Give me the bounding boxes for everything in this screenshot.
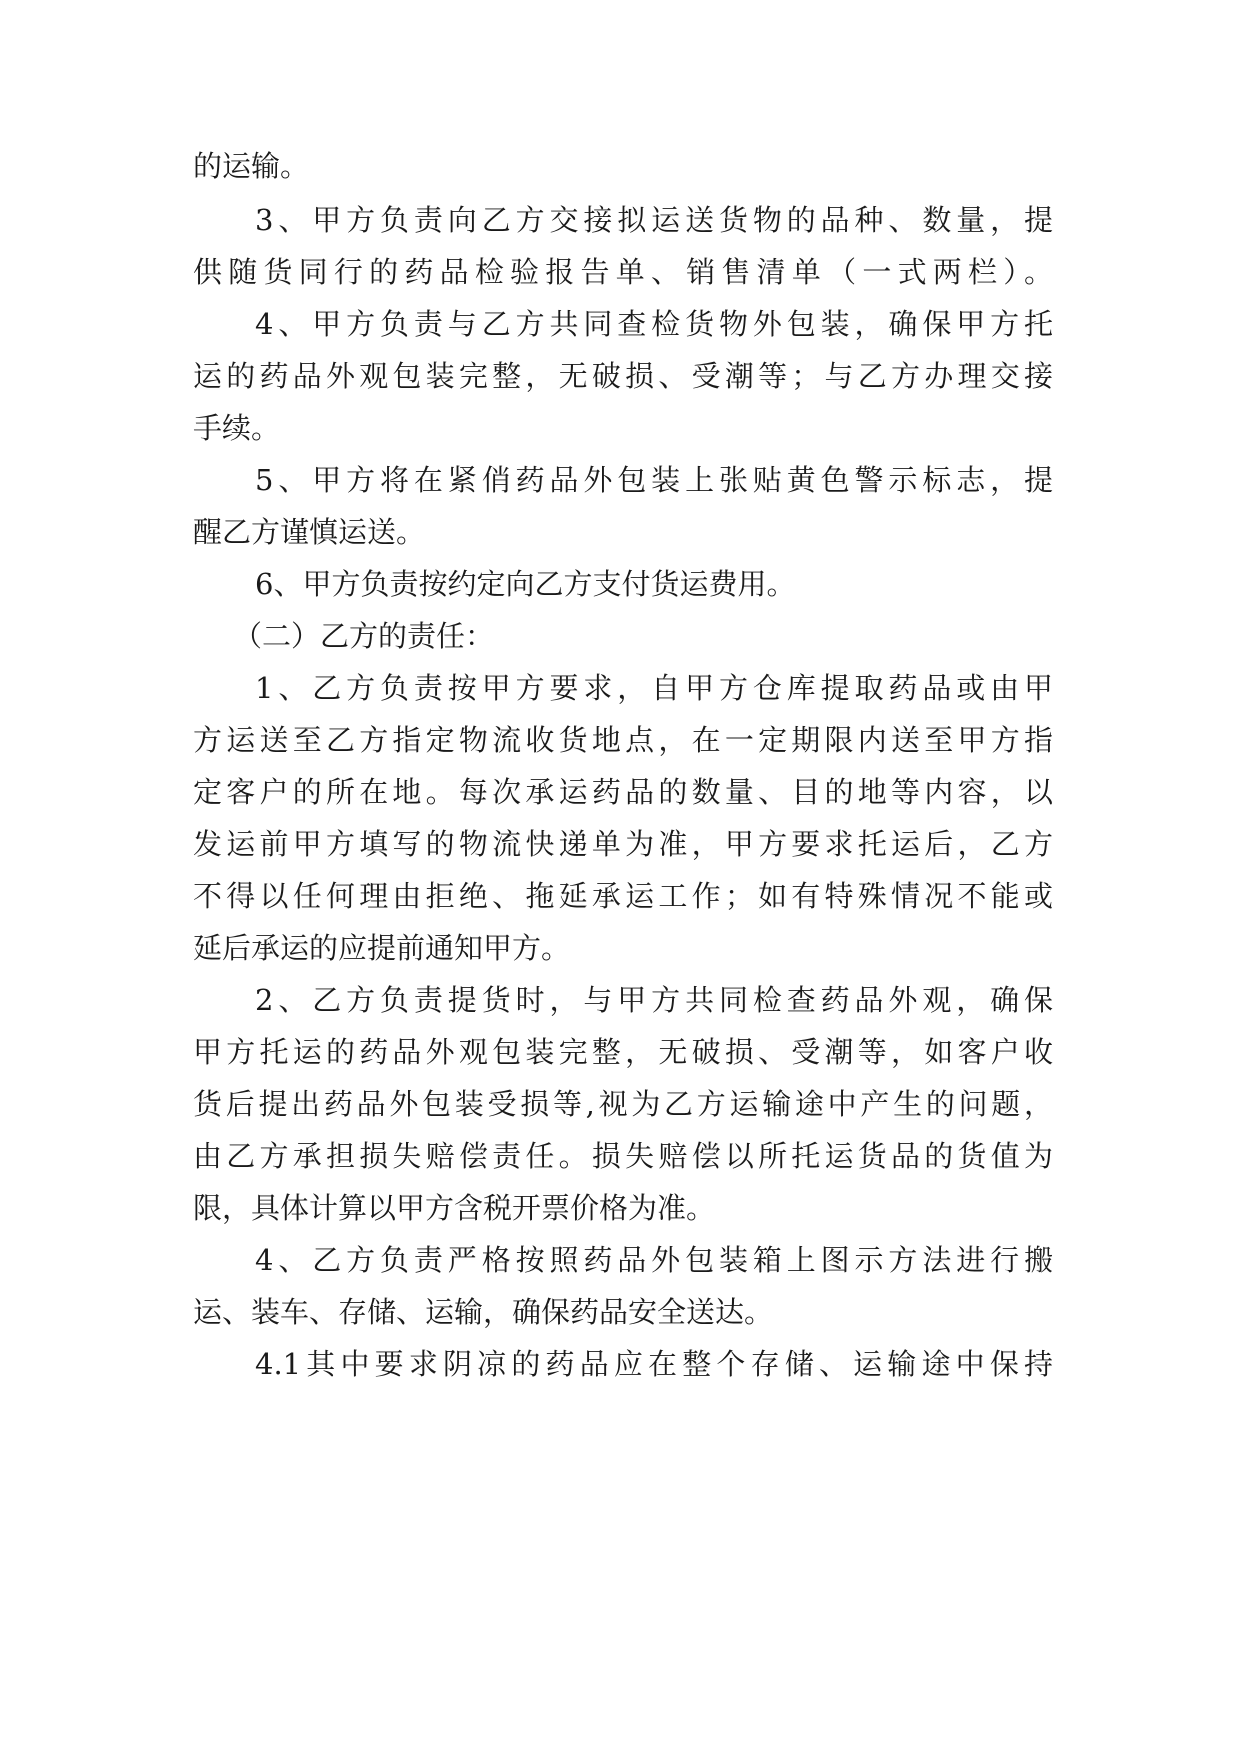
paragraph-b2-line-4: 由乙方承担损失赔偿责任。损失赔偿以所托运货品的货值为: [193, 1139, 1053, 1173]
paragraph-3-line-2: 供随货同行的药品检验报告单、销售清单（一式两栏）。: [193, 255, 1053, 289]
paragraph-b4-line-1: 4、乙方负责严格按照药品外包装箱上图示方法进行搬: [255, 1243, 1053, 1277]
paragraph-b2-line-2: 甲方托运的药品外观包装完整，无破损、受潮等，如客户收: [193, 1035, 1053, 1069]
paragraph-b1-line-5: 不得以任何理由拒绝、拖延承运工作；如有特殊情况不能或: [193, 879, 1053, 913]
paragraph-3-line-1: 3、甲方负责向乙方交接拟运送货物的品种、数量，提: [255, 203, 1053, 237]
paragraph-b2-line-3: 货后提出药品外包装受损等,视为乙方运输途中产生的问题，: [193, 1087, 1053, 1121]
paragraph-4-line-2: 运的药品外观包装完整，无破损、受潮等；与乙方办理交接: [193, 359, 1053, 393]
paragraph-b1-line-3: 定客户的所在地。每次承运药品的数量、目的地等内容，以: [193, 775, 1053, 809]
paragraph-5-line-1: 5、甲方将在紧俏药品外包装上张贴黄色警示标志，提: [255, 463, 1053, 497]
paragraph-b1-line-2: 方运送至乙方指定物流收货地点，在一定期限内送至甲方指: [193, 723, 1053, 757]
section-heading: （二）乙方的责任：: [233, 619, 495, 653]
paragraph-6-line-1: 6、甲方负责按约定向乙方支付货运费用。: [255, 567, 796, 601]
paragraph-b4-line-2: 运、装车、存储、运输，确保药品安全送达。: [193, 1295, 774, 1329]
paragraph-b2-line-1: 2、乙方负责提货时，与甲方共同检查药品外观，确保: [255, 983, 1053, 1017]
paragraph-b1-line-1: 1、乙方负责按甲方要求，自甲方仓库提取药品或由甲: [255, 671, 1053, 705]
text-line: 的运输。: [193, 149, 310, 183]
paragraph-b41-line-1: 4.1其中要求阴凉的药品应在整个存储、运输途中保持: [255, 1347, 1053, 1381]
paragraph-b1-line-6: 延后承运的应提前通知甲方。: [193, 931, 571, 965]
paragraph-4-line-1: 4、甲方负责与乙方共同查检货物外包装，确保甲方托: [255, 307, 1053, 341]
paragraph-b2-line-5: 限，具体计算以甲方含税开票价格为准。: [193, 1191, 716, 1225]
paragraph-4-line-3: 手续。: [193, 411, 281, 445]
paragraph-5-line-2: 醒乙方谨慎运送。: [193, 515, 426, 549]
paragraph-b1-line-4: 发运前甲方填写的物流快递单为准，甲方要求托运后，乙方: [193, 827, 1053, 861]
